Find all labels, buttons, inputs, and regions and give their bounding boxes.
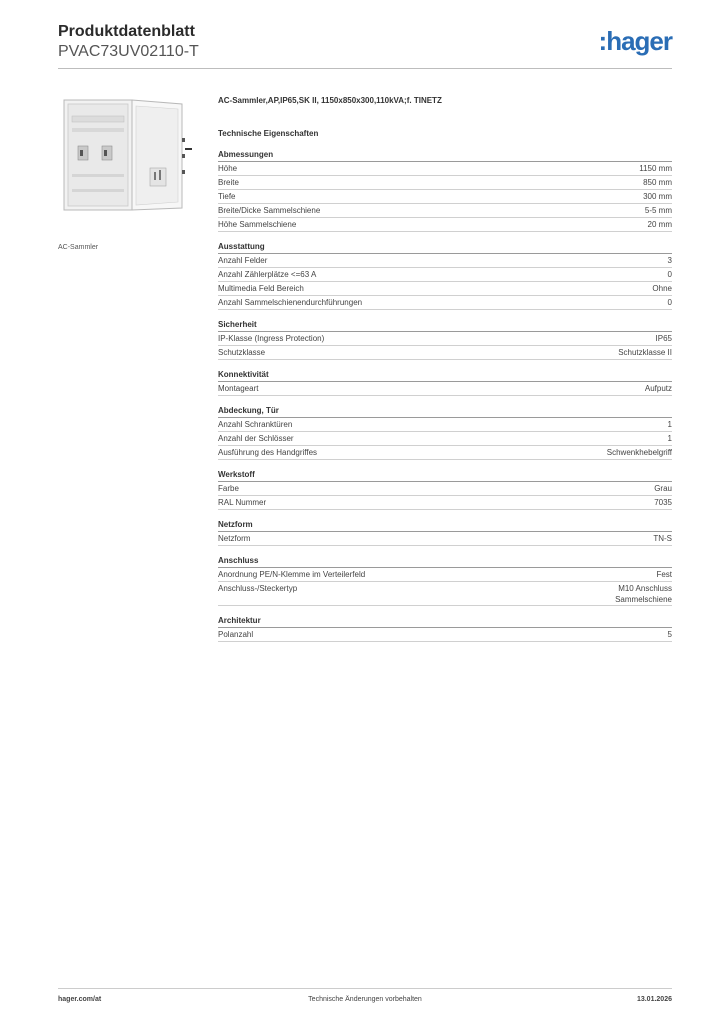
article-number: PVAC73UV02110-T (58, 43, 199, 60)
section-title: Abdeckung, Tür (218, 406, 672, 418)
spec-value-line: 850 mm (643, 178, 672, 187)
spec-section (218, 616, 672, 642)
spec-value-line: Aufputz (644, 384, 672, 393)
footer-notice: Technische Änderungen vorbehalten (308, 996, 422, 1003)
spec-value-line: 1 (667, 434, 672, 443)
spec-label: Polanzahl (218, 630, 254, 639)
product-image (58, 94, 198, 234)
spec-value (615, 583, 672, 605)
spec-label: Breite/Dicke Sammelschiene (218, 206, 321, 215)
spec-value (668, 629, 672, 641)
header (58, 22, 199, 62)
spec-label: Tiefe (218, 192, 236, 201)
spec-row (218, 296, 672, 310)
hager-logo: :hager (598, 26, 672, 56)
spec-row (218, 282, 672, 296)
spec-section (218, 520, 672, 546)
spec-value (648, 219, 672, 231)
spec-row (218, 532, 672, 546)
image-caption: AC-Sammler (58, 244, 99, 251)
spec-row (218, 628, 672, 642)
spec-label: Breite (218, 178, 239, 187)
spec-section (218, 242, 672, 310)
spec-value-line: IP65 (655, 334, 672, 343)
spec-value (668, 255, 672, 267)
spec-value (668, 269, 672, 281)
spec-label: Höhe Sammelschiene (218, 220, 297, 229)
spec-label: Anzahl Zählerplätze <=63 A (218, 270, 317, 279)
product-description: AC-Sammler,AP,IP65,SK II, 1150x850x300,110kVA;f. TINETZ (218, 96, 442, 105)
spec-row (218, 332, 672, 346)
spec-row (218, 204, 672, 218)
spec-label: Anzahl der Schlösser (218, 434, 294, 443)
spec-value-line: Ohne (652, 284, 672, 293)
spec-value-line: 5-5 mm (644, 206, 672, 215)
spec-section (218, 320, 672, 360)
spec-label: Anschluss-/Steckertyp (218, 584, 298, 593)
spec-content (218, 96, 672, 652)
spec-value (645, 205, 672, 217)
header-divider (58, 68, 672, 69)
spec-value (654, 483, 672, 495)
section-title: Abmessungen (218, 150, 672, 162)
spec-label: Montageart (218, 384, 259, 393)
spec-value-line: TN-S (653, 534, 672, 543)
spec-row (218, 432, 672, 446)
footer-divider (58, 988, 672, 989)
section-title: Anschluss (218, 556, 672, 568)
spec-value (668, 419, 672, 431)
spec-label: Multimedia Feld Bereich (218, 284, 304, 293)
page-title: Produktdatenblatt (58, 23, 195, 40)
spec-section (218, 470, 672, 510)
spec-row (218, 582, 672, 606)
spec-row (218, 190, 672, 204)
spec-row (218, 254, 672, 268)
spec-row (218, 496, 672, 510)
spec-label: Netzform (218, 534, 251, 543)
spec-sections (218, 150, 672, 642)
spec-value (645, 383, 672, 395)
spec-row (218, 176, 672, 190)
spec-value-line: 300 mm (643, 192, 672, 201)
spec-row (218, 482, 672, 496)
spec-value (643, 191, 672, 203)
spec-value (668, 297, 672, 309)
spec-label: Anzahl Schranktüren (218, 420, 293, 429)
spec-value (652, 283, 672, 295)
spec-label: IP-Klasse (Ingress Protection) (218, 334, 325, 343)
section-title: Werkstoff (218, 470, 672, 482)
spec-value-line: 1 (667, 420, 672, 429)
spec-label: Ausführung des Handgriffes (218, 448, 318, 457)
spec-value (656, 569, 672, 581)
spec-label: Farbe (218, 484, 239, 493)
spec-value-line: 0 (667, 298, 672, 307)
spec-value (618, 347, 672, 359)
spec-row (218, 568, 672, 582)
spec-value-line: Sammelschiene (615, 595, 672, 604)
spec-value-line: M10 Anschluss (618, 584, 672, 593)
cabinet-illustration (58, 94, 198, 234)
spec-label: Schutzklasse (218, 348, 266, 357)
spec-value-line: 5 (667, 630, 672, 639)
tech-heading: Technische Eigenschaften (218, 129, 319, 138)
spec-value-line: Schwenkhebelgriff (606, 448, 672, 457)
spec-row (218, 418, 672, 432)
section-title: Netzform (218, 520, 672, 532)
spec-section (218, 370, 672, 396)
spec-value-line: 0 (667, 270, 672, 279)
spec-value (654, 497, 672, 509)
spec-value-line: 7035 (654, 498, 672, 507)
spec-label: Anzahl Sammelschienendurchführungen (218, 298, 363, 307)
spec-section (218, 556, 672, 606)
spec-value (656, 333, 672, 345)
spec-label: Anordnung PE/N-Klemme im Verteilerfeld (218, 570, 366, 579)
spec-value-line: Grau (654, 484, 672, 493)
spec-value (668, 433, 672, 445)
spec-row (218, 162, 672, 176)
spec-value (643, 177, 672, 189)
footer-date: 13.01.2026 (636, 996, 672, 1003)
spec-section (218, 150, 672, 232)
section-title: Sicherheit (218, 320, 672, 332)
spec-label: Höhe (218, 164, 238, 173)
spec-label: Anzahl Felder (218, 256, 268, 265)
spec-value (607, 447, 672, 459)
spec-row (218, 346, 672, 360)
section-title: Architektur (218, 616, 672, 628)
spec-value-line: 20 mm (647, 220, 672, 229)
spec-label: RAL Nummer (218, 498, 267, 507)
section-title: Ausstattung (218, 242, 672, 254)
spec-value-line: Fest (656, 570, 672, 579)
spec-value-line: Schutzklasse II (618, 348, 672, 357)
section-title: Konnektivität (218, 370, 672, 382)
spec-value (653, 533, 672, 545)
spec-row (218, 268, 672, 282)
footer-website: hager.com/at (58, 996, 102, 1003)
spec-row (218, 382, 672, 396)
spec-row (218, 446, 672, 460)
spec-row (218, 218, 672, 232)
spec-value-line: 1150 mm (639, 164, 672, 173)
spec-value (639, 163, 672, 175)
spec-value-line: 3 (667, 256, 672, 265)
spec-section (218, 406, 672, 460)
